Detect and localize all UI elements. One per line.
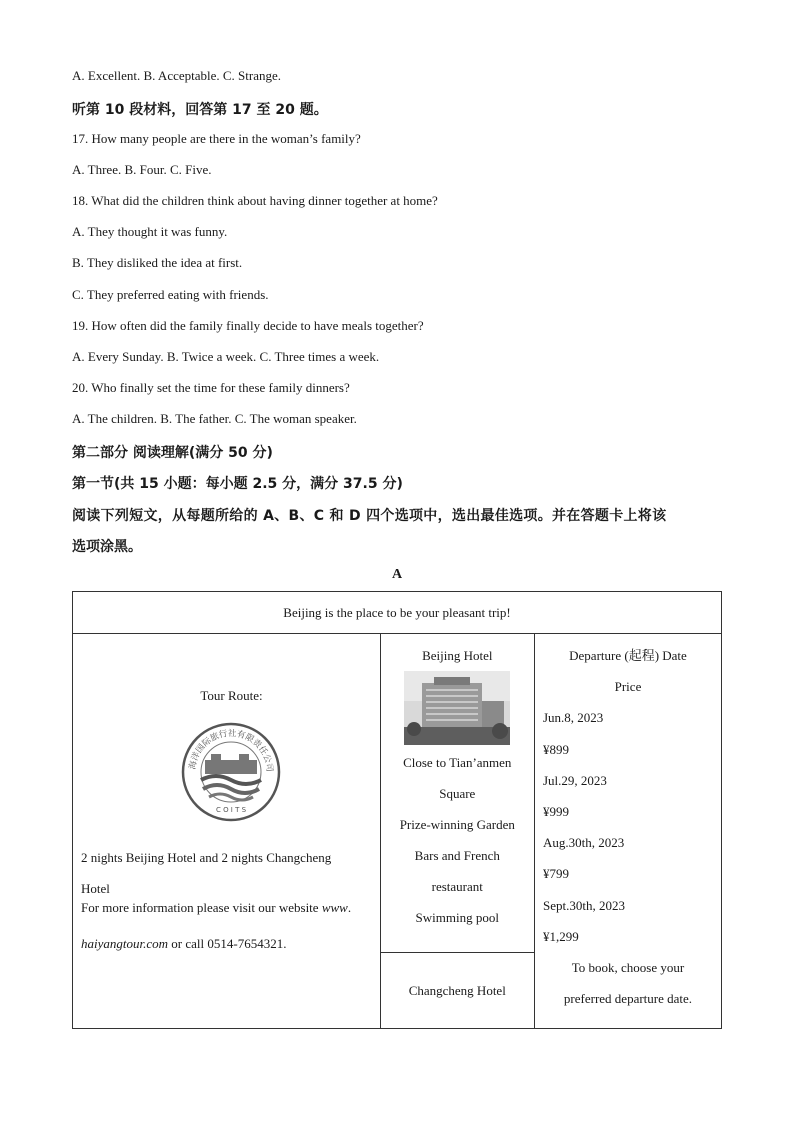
question-17: 17. How many people are there in the woman’s family? — [72, 131, 361, 146]
tour-route-label: Tour Route: — [200, 688, 263, 703]
changcheng-hotel-cell: Changcheng Hotel — [380, 953, 534, 1029]
hotel-photo — [404, 671, 510, 745]
price-header: Price — [614, 679, 642, 695]
section-instruction-10: 听第 10 段材料，回答第 17 至 20 题。 — [72, 102, 328, 118]
beijing-hotel-cell — [380, 634, 534, 953]
seal-letters: C O I T S — [215, 806, 247, 814]
website-prefix: www — [321, 900, 348, 915]
feature-1: Close to Tian’anmen — [403, 755, 512, 770]
departure-price-cell — [534, 634, 721, 1029]
option-18-c: C. They preferred eating with friends. — [72, 287, 269, 302]
website-link[interactable]: haiyangtour.com — [81, 936, 169, 951]
departure-header: Departure (起程) Date — [569, 648, 687, 663]
info-line-2 — [81, 928, 351, 959]
options-19: A. Every Sunday. B. Twice a week. C. Three times a week. — [72, 349, 380, 364]
option-line-q16: A. Excellent. B. Acceptable. C. Strange. — [72, 68, 282, 83]
booking-note-line1: To book, choose your — [571, 960, 685, 976]
departure-price-4: ¥1,299 — [542, 928, 579, 944]
question-20: 20. Who finally set the time for these family dinners? — [72, 380, 350, 395]
departure-date-2: Jul.29, 2023 — [542, 772, 607, 788]
option-18-b: B. They disliked the idea at first. — [72, 255, 243, 270]
passage-label: A — [391, 567, 403, 582]
options-17: A. Three. B. Four. C. Five. — [72, 162, 212, 177]
feature-6: Swimming pool — [415, 910, 499, 925]
company-seal-icon — [181, 722, 281, 822]
departure-date-4: Sept.30th, 2023 — [542, 897, 625, 913]
tour-route-cell — [73, 634, 381, 1029]
question-19: 19. How often did the family finally decide to have meals together? — [72, 318, 424, 333]
svg-text:海洋国际旅行社有限责任公司: 海洋国际旅行社有限责任公司 — [187, 728, 275, 773]
departure-price-3: ¥799 — [542, 866, 569, 882]
part-two-heading: 第二部分 阅读理解(满分 50 分) — [72, 445, 273, 461]
question-18: 18. What did the children think about having dinner together at home? — [72, 193, 438, 208]
booking-note-line2: preferred departure date. — [563, 991, 693, 1007]
info-line-1: For more information please visit our website www. — [81, 900, 352, 915]
ad-header: Beijing is the place to be your pleasant trip! — [73, 592, 722, 634]
departure-price-2: ¥999 — [542, 804, 569, 820]
route-line-2: Hotel — [81, 881, 110, 896]
route-description — [81, 842, 351, 959]
options-20: A. The children. B. The father. C. The woman speaker. — [72, 411, 357, 426]
departure-date-3: Aug.30th, 2023 — [542, 835, 625, 851]
feature-5: restaurant — [431, 879, 483, 894]
departure-price-1: ¥899 — [542, 741, 569, 757]
feature-4: Bars and French — [414, 848, 500, 863]
departure-date-1: Jun.8, 2023 — [542, 710, 604, 726]
beijing-hotel-title: Beijing Hotel — [422, 648, 493, 663]
feature-2: Square — [439, 786, 476, 801]
reading-instruction-line1: 阅读下列短文，从每题所给的 A、B、C 和 D 四个选项中，选出最佳选项。并在答题卡上将该 — [72, 508, 667, 524]
phone-number: or call 0514-7654321. — [168, 936, 287, 951]
reading-instruction-line2: 选项涂黑。 — [72, 539, 142, 555]
option-18-a: A. They thought it was funny. — [72, 224, 228, 239]
feature-3: Prize-winning Garden — [399, 817, 515, 832]
route-line-1: 2 nights Beijing Hotel and 2 nights Changcheng — [81, 850, 332, 865]
travel-ad-table — [72, 591, 722, 1029]
section-one-heading: 第一节(共 15 小题：每小题 2.5 分，满分 37.5 分) — [72, 476, 403, 492]
